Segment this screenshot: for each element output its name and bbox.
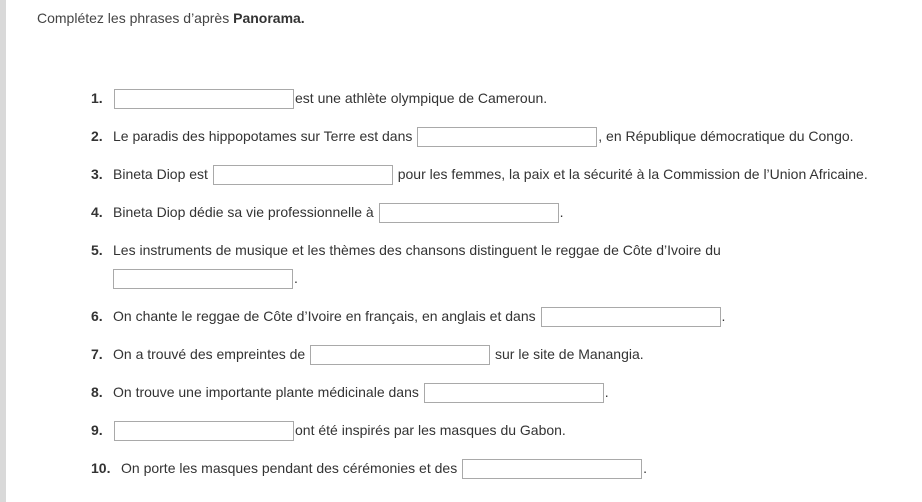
question-text-before: Bineta Diop dédie sa vie professionnelle à <box>113 204 378 220</box>
question-text-before: On porte les masques pendant des cérémonies et des <box>121 460 462 476</box>
question-text-before: On trouve une importante plante médicinale dans <box>113 384 423 400</box>
answer-input-5[interactable] <box>113 269 293 289</box>
question-text-before: Les instruments de musique et les thèmes des chansons distinguent le reggae de Côte d’Ivoire du <box>113 242 721 258</box>
question-text-after: pour les femmes, la paix et la sécurité à la Commission de l’Union Africaine. <box>393 166 868 182</box>
question-2 <box>91 124 854 148</box>
question-5 <box>91 238 721 262</box>
question-number: 4. <box>91 204 103 220</box>
answer-input-6[interactable] <box>541 307 721 327</box>
question-number: 6. <box>91 308 103 324</box>
question-number: 8. <box>91 384 103 400</box>
question-text-after: , en République démocratique du Congo. <box>598 128 854 144</box>
question-text-after: . <box>721 308 726 324</box>
question-7 <box>91 342 644 366</box>
answer-input-2[interactable] <box>417 127 597 147</box>
question-number: 5. <box>91 242 103 258</box>
question-3 <box>91 162 868 186</box>
question-text-after: sur le site de Manangia. <box>491 346 644 362</box>
question-9 <box>91 418 566 442</box>
question-1 <box>91 86 547 110</box>
question-text-after: . <box>559 204 564 220</box>
question-text-before: On a trouvé des empreintes de <box>113 346 310 362</box>
question-text-before: On chante le reggae de Côte d’Ivoire en français, en anglais et dans <box>113 308 540 324</box>
answer-input-3[interactable] <box>213 165 393 185</box>
question-text-after: ont été inspirés par les masques du Gabon. <box>295 422 566 438</box>
question-number: 10. <box>91 460 111 476</box>
answer-input-1[interactable] <box>114 89 294 109</box>
answer-input-7[interactable] <box>310 345 490 365</box>
question-number: 9. <box>91 422 103 438</box>
question-text-after: . <box>294 270 298 286</box>
question-text-before: Bineta Diop est <box>113 166 212 182</box>
instructions-text: Complétez les phrases d’après <box>37 10 234 26</box>
question-number: 1. <box>91 90 103 106</box>
left-border <box>0 0 6 502</box>
question-6 <box>91 304 725 328</box>
question-8 <box>91 380 609 404</box>
question-text-before: Le paradis des hippopotames sur Terre est dans <box>113 128 417 144</box>
instructions-bold: Panorama. <box>233 10 305 26</box>
question-text-after: . <box>643 460 647 476</box>
answer-input-9[interactable] <box>114 421 294 441</box>
question-number: 3. <box>91 166 103 182</box>
question-text-after: . <box>604 384 609 400</box>
question-text-after: est une athlète olympique de Cameroun. <box>295 90 548 106</box>
question-10 <box>91 456 647 480</box>
question-number: 7. <box>91 346 103 362</box>
question-4 <box>91 200 564 224</box>
answer-input-4[interactable] <box>379 203 559 223</box>
answer-input-10[interactable] <box>462 459 642 479</box>
answer-input-8[interactable] <box>424 383 604 403</box>
instructions <box>37 10 305 26</box>
question-number: 2. <box>91 128 103 144</box>
question-5-continuation <box>113 266 298 290</box>
